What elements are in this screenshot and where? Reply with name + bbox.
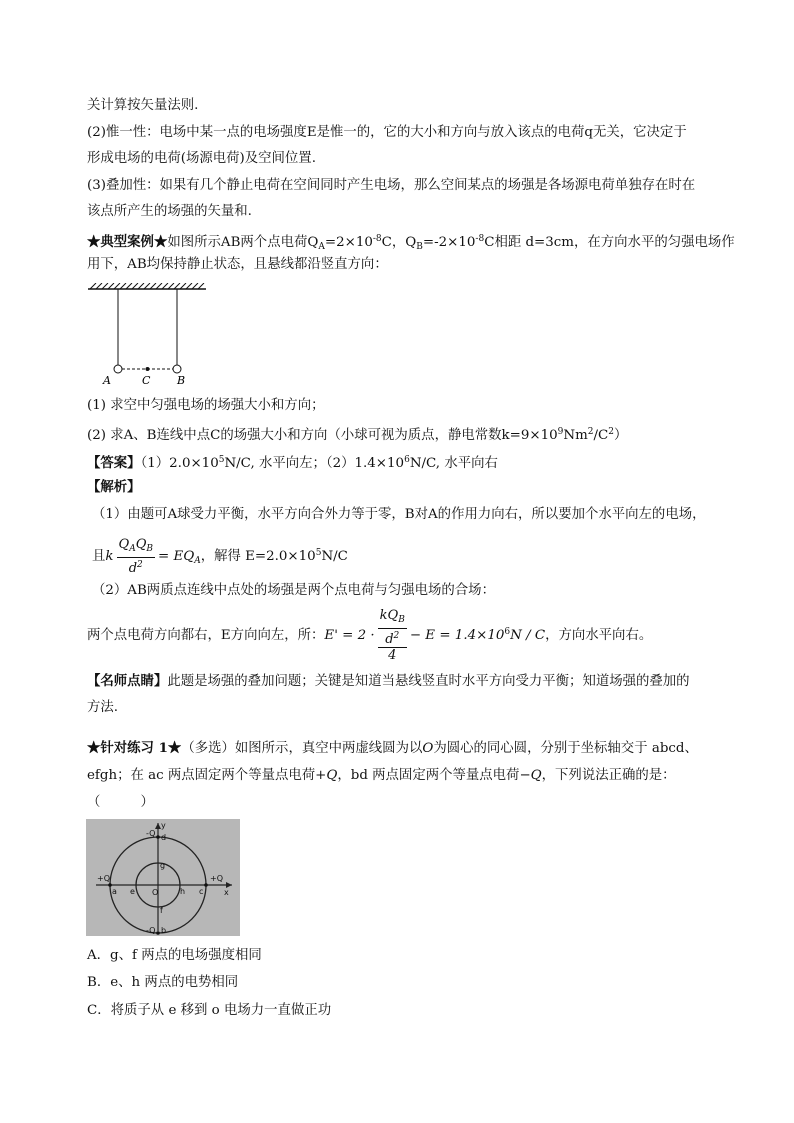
s4-pre: 两个点电荷方向都右，E方向向左，所： [87,628,325,643]
option-c: C．将质子从 e 移到 o 电场力一直做正功 [87,1003,332,1018]
qb-pre: C，Q [381,235,417,250]
paragraph-1: 关计算按矢量法则. [87,98,199,113]
s2-num2: Q [135,537,147,552]
q2-exp3: 2 [608,427,615,437]
exercise-a: （多选）如图所示，真空中两虚线圆为以 [181,741,423,756]
answer-a: （1）2.0×10 [140,456,219,471]
case-text-b: C相距 d=3cm，在方向水平的匀强电场作 [484,235,735,250]
q2-unit2: /C [593,428,609,443]
q2-exp2: 2 [587,427,594,437]
bottom-charge-label: -Q [146,926,156,935]
paragraph-5: 该点所产生的场强的矢量和. [87,204,252,219]
q2-exp: 9 [557,427,564,437]
paragraph-4: (3)叠加性：如果有几个静止电荷在空间同时产生电场，那么空间某点的场强是各场源电荷单独存在时在 [87,178,696,193]
s4-num-sub: B [398,615,405,625]
answer-paren: （ ） [87,795,154,810]
q2-close: ） [614,428,628,443]
point-f-label: f [160,906,163,915]
case-line-1 [87,229,735,257]
question-2 [87,422,627,446]
s4-eq-b: − E = 1.4×10 [409,628,505,643]
exercise2-a: efgh；在 ac 两点固定两个等量点电荷 [87,768,316,783]
s4-eq-unit: N / C [510,628,546,643]
s2-den: d [128,561,138,576]
concentric-circles-diagram [86,819,240,936]
hanging-charges-figure [88,283,213,393]
answer-line [87,450,498,474]
paragraph-3: 形成电场的电荷(场源电荷)及空间位置. [87,151,316,166]
point-g-label: g [160,861,166,870]
s2-post-exp: 5 [315,548,322,558]
concentric-circles-photo [86,819,240,936]
y-axis-label: y [161,821,166,830]
qb-val: =-2×10 [422,235,476,250]
s2-num-sub1: A [129,544,136,554]
s4-eq-a: E' = 2 · [324,628,375,643]
answer-label: 【答案】 [87,455,141,471]
paragraph-2: (2)惟一性：电场中某一点的电场强度E是惟一的，它的大小和方向与放入该点的电荷q无关，它决定于 [87,125,687,140]
exercise-line-1 [87,738,698,759]
s2-eq: = EQ [157,549,195,564]
x-axis-label: x [224,888,229,897]
exercise-line-2 [87,766,676,786]
option-a: A．g、f 两点的电场强度相同 [87,948,262,963]
s2-den-exp: 2 [137,560,143,570]
case-title: ★典型案例★ [87,234,168,250]
tip-text: 此题是场强的叠加问题；关键是知道当悬线竖直时水平方向受力平衡；知道场强的叠加的 [167,674,690,689]
tip-line-2: 方法. [87,700,119,715]
left-charge-label: +Q [97,874,110,883]
qa-val: =2×10 [324,235,373,250]
point-b-label: b [161,926,167,935]
s2-post: ，解得 E=2.0×10 [200,549,316,564]
question-1: (1) 求空中匀强电场的场强大小和方向； [87,398,325,413]
solution-4 [87,604,652,664]
case-line-2: 用下，AB均保持静止状态，且悬线都沿竖直方向： [87,257,388,272]
point-d-label: d [161,833,167,842]
s2-num-sub2: B [146,544,153,554]
case-text-a: 如图所示AB两个点电荷Q [167,235,319,250]
answer-exp2: 6 [404,455,410,465]
s2-num: Q [118,537,130,552]
s2-post-unit: N/C [321,549,348,564]
s4-eq-exp: 6 [504,627,511,637]
qb-sub: B [416,242,423,252]
label-c: C [142,374,151,387]
s4-den2: 4 [388,648,397,663]
solution-2 [92,536,348,578]
solution-3: （2）AB两质点连线中点处的场强是两个点电荷与匀强电场的合场： [92,583,495,598]
exercise-o: O [422,741,434,756]
label-a: A [103,374,111,387]
s4-post: ，方向水平向右。 [545,628,653,643]
s2-fraction [117,537,155,576]
exercise2-b: ，bd 两点固定两个等量点电荷 [337,768,520,783]
answer-c: N/C, 水平向右 [409,456,498,471]
exercise2-q2: −Q [519,768,542,783]
q2-unit: Nm [563,428,588,443]
answer-exp1: 5 [218,455,225,465]
point-h-label: h [180,887,186,896]
exercise2-q1: +Q [315,768,338,783]
origin-label: O [152,888,159,897]
tip-label: 【名师点睛】 [87,673,168,689]
right-charge-label: +Q [210,874,223,883]
qa-sub: A [318,242,325,252]
top-charge-label: -Q [146,829,156,838]
point-a-label: a [112,887,117,896]
qa-exp: -8 [372,234,382,244]
s4-den: d [385,632,394,647]
solution-1: （1）由题可A球受力平衡，水平方向合外力等于零，B对A的作用力向右，所以要加个水平向左的电场， [92,507,706,522]
point-e-label: e [130,887,135,896]
point-c-label: c [199,887,204,896]
s4-den-exp: 2 [393,631,400,641]
exercise-title: ★针对练习 1★ [87,740,182,756]
s2-pre: 且 [92,549,106,564]
s4-fraction [378,608,407,663]
exercise2-c: ，下列说法正确的是： [541,768,676,783]
answer-b: N/C, 水平向左；（2）1.4×10 [224,456,405,471]
s2-eq-sub: A [194,556,201,566]
label-b: B [177,374,186,387]
exercise-b: 为圆心的同心圆，分别于坐标轴交于 abcd、 [433,741,698,756]
tip-line-1 [87,671,690,692]
option-b: B．e、h 两点的电势相同 [87,975,239,990]
q2-text: (2) 求A、B连线中点C的场强大小和方向（小球可视为质点，静电常数k=9×10 [87,428,558,443]
s2-k: k [105,549,114,564]
s4-num: kQ [379,608,399,623]
qb-exp: -8 [475,234,485,244]
analysis-label: 【解析】 [87,479,141,495]
